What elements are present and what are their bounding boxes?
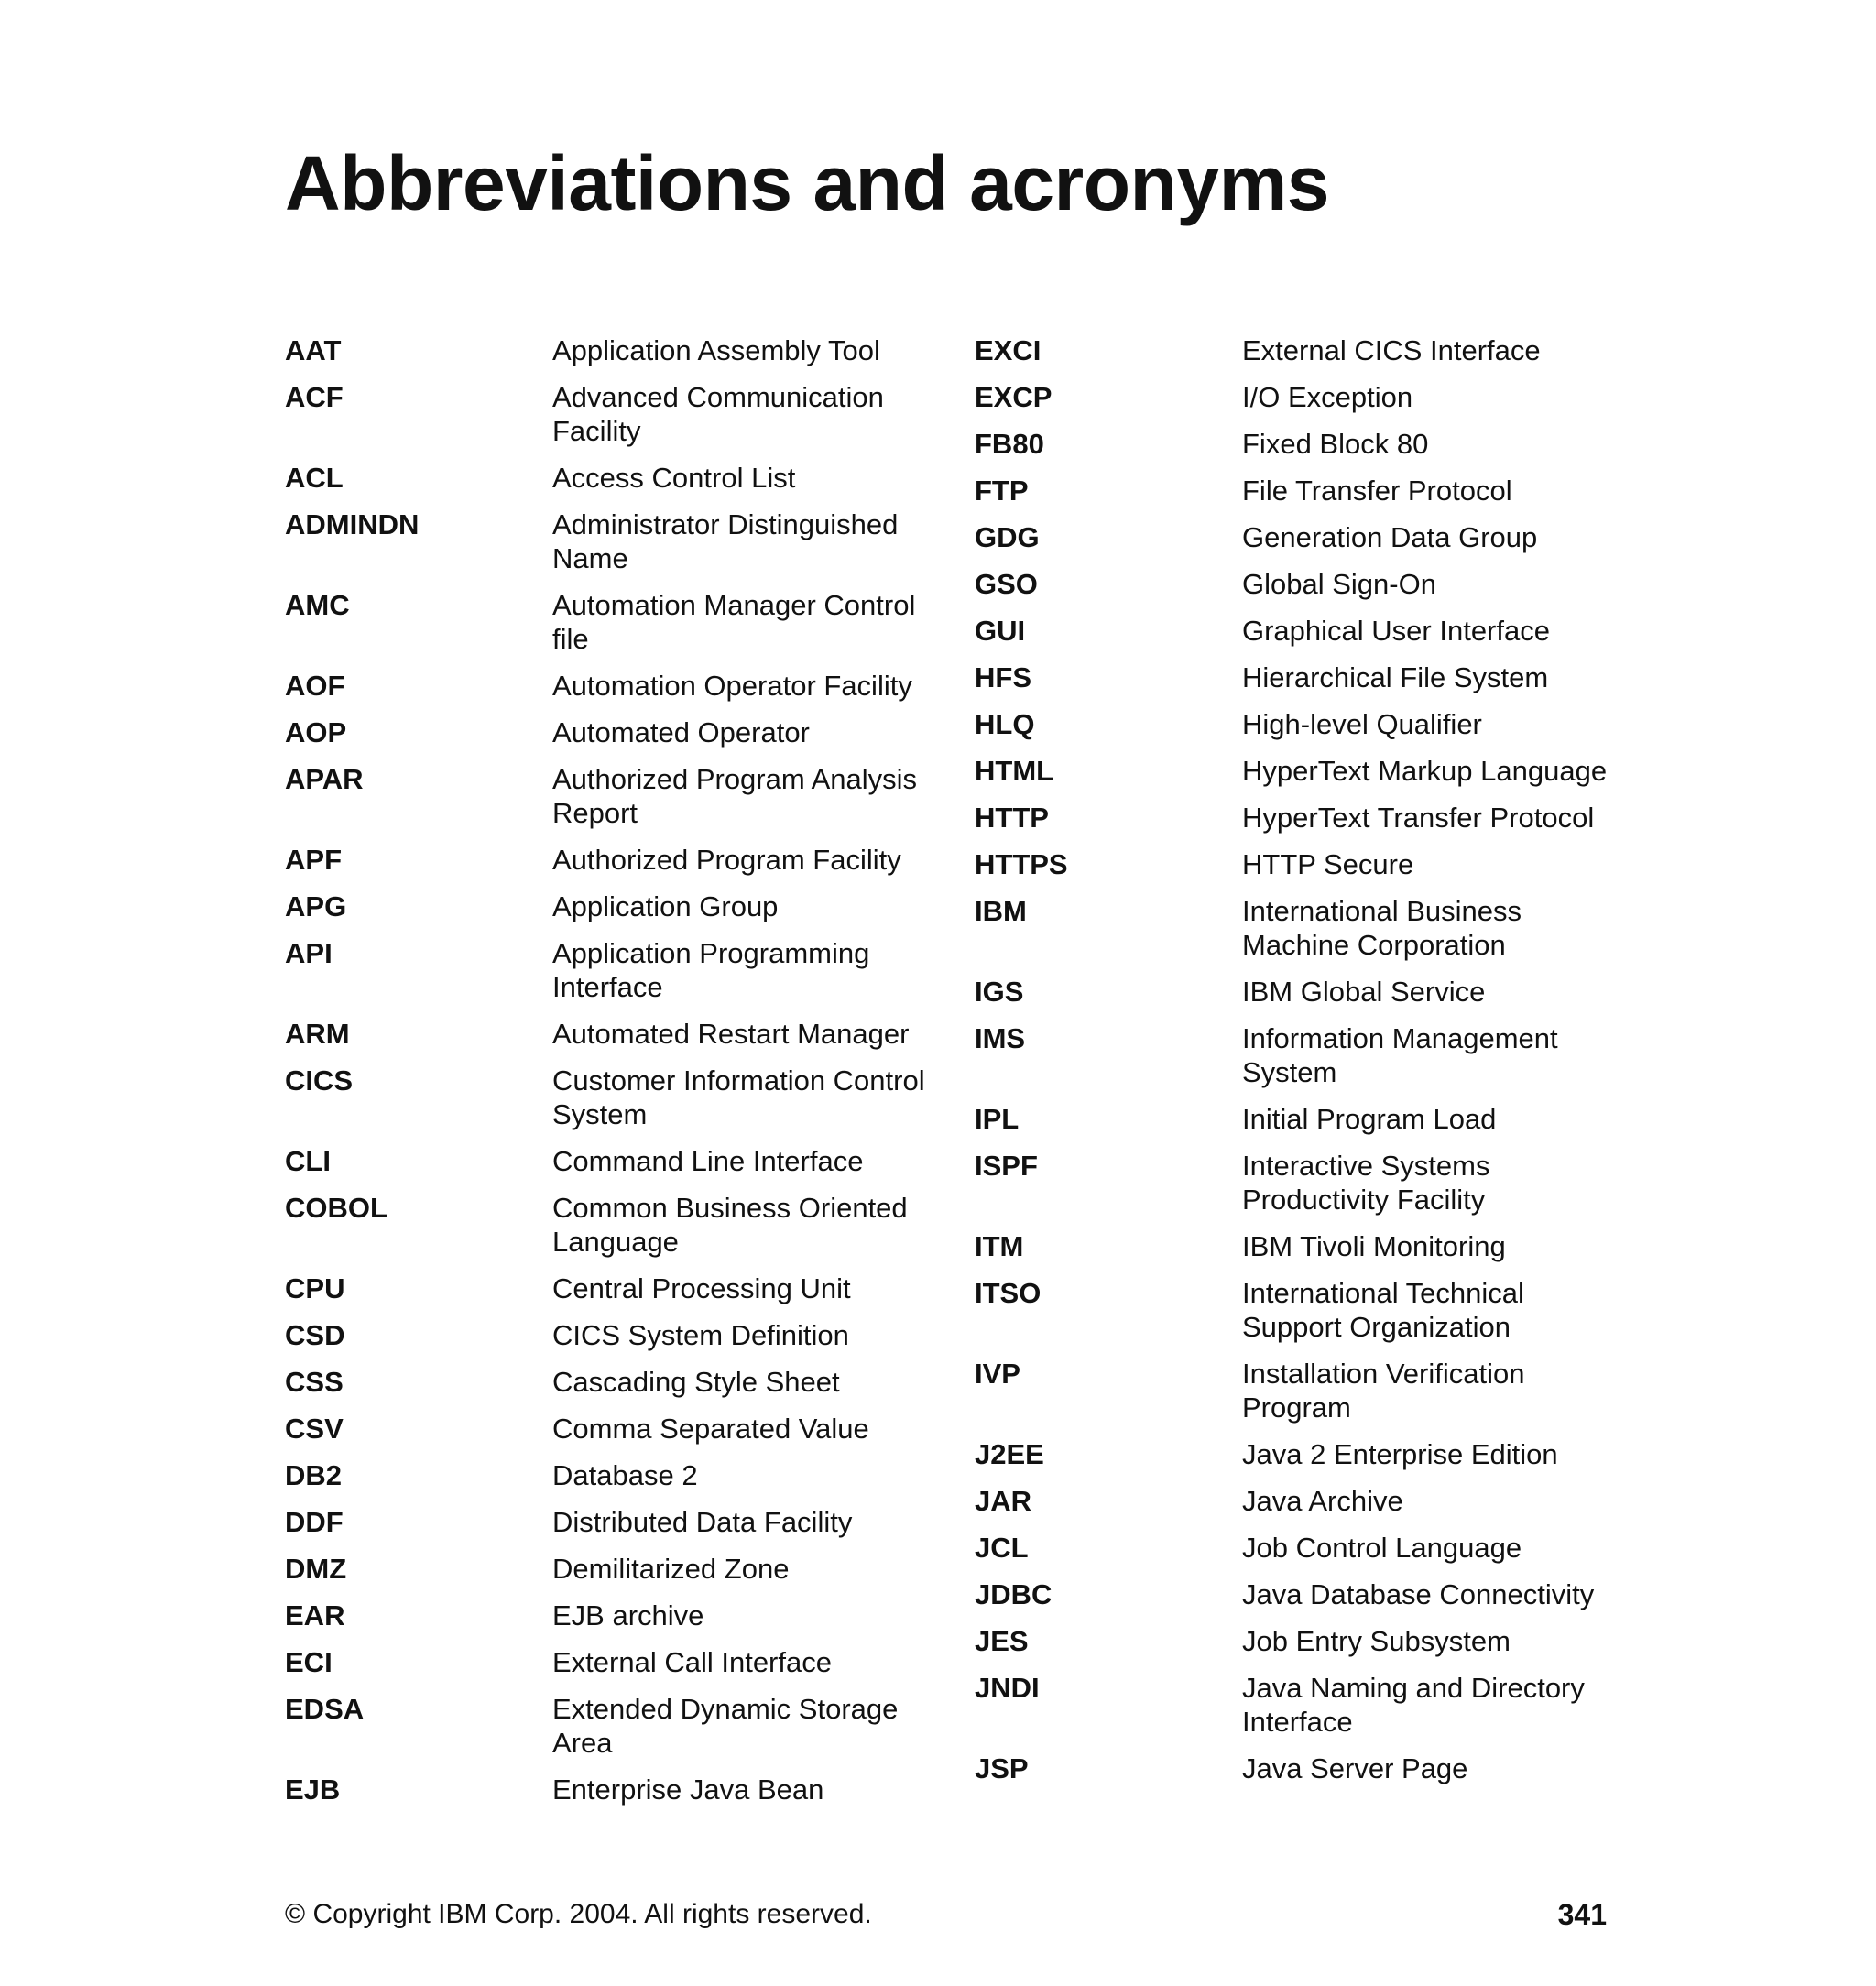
glossary-entry	[285, 588, 926, 656]
acronym: AMC	[285, 589, 350, 621]
acronym-definition: Java Database Connectivity	[1242, 1578, 1595, 1610]
acronym: ACF	[285, 381, 344, 413]
acronym-definition: Cascading Style Sheet	[552, 1366, 840, 1398]
acronym: EJB	[285, 1773, 341, 1806]
page-number: 341	[1557, 1898, 1607, 1931]
glossary-entry	[975, 1577, 1616, 1611]
acronym-definition: Advanced Communication Facility	[552, 381, 884, 447]
glossary-entry	[285, 1505, 926, 1539]
acronym: CSD	[285, 1319, 345, 1351]
glossary-entry	[285, 1692, 926, 1760]
glossary-entry	[975, 567, 1616, 601]
glossary-entry	[285, 1144, 926, 1178]
acronym-definition: Application Group	[552, 890, 779, 922]
glossary-entry	[285, 461, 926, 495]
acronym-definition: Job Entry Subsystem	[1242, 1625, 1511, 1657]
acronym: EAR	[285, 1599, 345, 1631]
glossary-entry	[975, 1484, 1616, 1518]
glossary-entry	[285, 843, 926, 877]
acronym-definition: Java Archive	[1242, 1485, 1403, 1517]
acronym-definition: HTTP Secure	[1242, 848, 1414, 880]
glossary-entry	[975, 660, 1616, 694]
acronym: EXCP	[975, 381, 1053, 413]
glossary-entry	[285, 1773, 926, 1806]
glossary-entry	[285, 669, 926, 703]
acronym-definition: Graphical User Interface	[1242, 615, 1550, 647]
glossary-entry	[975, 474, 1616, 507]
acronym: JES	[975, 1625, 1029, 1657]
acronym-definition: Java Server Page	[1242, 1752, 1468, 1784]
glossary-entry	[285, 1599, 926, 1632]
acronym: APF	[285, 844, 342, 876]
acronym: DMZ	[285, 1553, 347, 1585]
acronym-definition: External Call Interface	[552, 1646, 832, 1678]
acronym: IMS	[975, 1022, 1026, 1054]
acronym: DB2	[285, 1459, 343, 1491]
acronym: EXCI	[975, 334, 1042, 366]
acronym-definition: EJB archive	[552, 1599, 704, 1631]
acronym-definition: Common Business Oriented Language	[552, 1192, 908, 1258]
acronym: AOP	[285, 716, 347, 748]
acronym: J2EE	[975, 1438, 1044, 1470]
acronym-definition: International Technical Support Organization	[1242, 1277, 1524, 1343]
glossary-entry	[975, 1021, 1616, 1089]
acronym-definition: Comma Separated Value	[552, 1413, 869, 1445]
glossary-entry	[285, 333, 926, 367]
acronym: HTML	[975, 755, 1054, 787]
glossary-entry	[285, 1365, 926, 1399]
acronym: ISPF	[975, 1150, 1038, 1182]
acronym: FB80	[975, 428, 1044, 460]
acronym-definition: Central Processing Unit	[552, 1272, 851, 1304]
acronym: COBOL	[285, 1192, 387, 1224]
glossary-entry	[285, 1412, 926, 1446]
acronym-definition: Application Programming Interface	[552, 937, 870, 1003]
acronym: APAR	[285, 763, 364, 795]
glossary-entry	[285, 1318, 926, 1352]
glossary-entry	[975, 894, 1616, 962]
acronym: IPL	[975, 1103, 1020, 1135]
acronym: CLI	[285, 1145, 331, 1177]
acronym-definition: Java Naming and Directory Interface	[1242, 1672, 1585, 1738]
acronym-definition: Automated Restart Manager	[552, 1018, 910, 1050]
glossary-entry	[285, 1191, 926, 1259]
acronym: AOF	[285, 670, 345, 702]
acronym: ADMINDN	[285, 508, 420, 540]
acronym-definition: Fixed Block 80	[1242, 428, 1429, 460]
glossary-entry	[285, 1271, 926, 1305]
acronym-definition: Generation Data Group	[1242, 521, 1538, 553]
glossary-entry	[975, 1437, 1616, 1471]
acronym-definition: Job Control Language	[1242, 1532, 1522, 1564]
acronym-definition: CICS System Definition	[552, 1319, 849, 1351]
acronym-definition: International Business Machine Corporation	[1242, 895, 1522, 961]
acronym: ARM	[285, 1018, 350, 1050]
acronym-definition: Command Line Interface	[552, 1145, 864, 1177]
acronym-definition: Extended Dynamic Storage Area	[552, 1693, 899, 1759]
glossary-entry	[975, 1229, 1616, 1263]
glossary-entry	[975, 1671, 1616, 1739]
acronym: JNDI	[975, 1672, 1040, 1704]
acronym: IBM	[975, 895, 1027, 927]
acronym: ACL	[285, 462, 344, 494]
acronym: EDSA	[285, 1693, 365, 1725]
glossary-entry	[975, 380, 1616, 414]
acronym-definition: Automation Operator Facility	[552, 670, 912, 702]
glossary-entry	[975, 1276, 1616, 1344]
glossary-entry	[285, 889, 926, 923]
glossary-entry	[975, 801, 1616, 835]
glossary-entry	[975, 333, 1616, 367]
acronym-definition: Customer Information Control System	[552, 1064, 925, 1130]
glossary-entry	[285, 1552, 926, 1586]
acronym-definition: IBM Tivoli Monitoring	[1242, 1230, 1506, 1262]
acronym: CSV	[285, 1413, 344, 1445]
glossary-entry	[285, 936, 926, 1004]
acronym: ECI	[285, 1646, 333, 1678]
glossary-entry	[285, 1017, 926, 1051]
copyright-notice: © Copyright IBM Corp. 2004. All rights reserved.	[285, 1899, 872, 1929]
acronym-definition: I/O Exception	[1242, 381, 1413, 413]
acronym-definition: Authorized Program Facility	[552, 844, 901, 876]
glossary-entry	[975, 427, 1616, 461]
acronym-definition: High-level Qualifier	[1242, 708, 1482, 740]
acronym-definition: Access Control List	[552, 462, 796, 494]
acronym-definition: External CICS Interface	[1242, 334, 1541, 366]
glossary-entry	[975, 847, 1616, 881]
glossary-entry	[975, 520, 1616, 554]
acronym-definition: HyperText Transfer Protocol	[1242, 802, 1595, 834]
glossary-entry	[285, 715, 926, 749]
acronym: GUI	[975, 615, 1026, 647]
glossary-entry	[285, 1458, 926, 1492]
acronym: HLQ	[975, 708, 1035, 740]
acronym: API	[285, 937, 333, 969]
acronym-definition: Application Assembly Tool	[552, 334, 880, 366]
acronym: IVP	[975, 1358, 1020, 1390]
acronym: JAR	[975, 1485, 1032, 1517]
acronym: HTTP	[975, 802, 1049, 834]
acronym: CPU	[285, 1272, 345, 1304]
glossary-right-column	[975, 333, 1616, 1798]
acronym-definition: Demilitarized Zone	[552, 1553, 790, 1585]
acronym: JCL	[975, 1532, 1029, 1564]
acronym: ITM	[975, 1230, 1024, 1262]
acronym-definition: Information Management System	[1242, 1022, 1558, 1088]
glossary-entry	[975, 975, 1616, 1009]
acronym: AAT	[285, 334, 342, 366]
acronym-definition: Hierarchical File System	[1242, 661, 1549, 693]
glossary-entry	[285, 380, 926, 448]
acronym: ITSO	[975, 1277, 1042, 1309]
acronym-definition: Interactive Systems Productivity Facility	[1242, 1150, 1490, 1216]
glossary-entry	[975, 707, 1616, 741]
glossary-entry	[975, 754, 1616, 788]
acronym-definition: IBM Global Service	[1242, 976, 1486, 1008]
acronym: CSS	[285, 1366, 344, 1398]
acronym-definition: Automated Operator	[552, 716, 810, 748]
glossary-entry	[975, 1102, 1616, 1136]
acronym-definition: Initial Program Load	[1242, 1103, 1497, 1135]
acronym: CICS	[285, 1064, 354, 1097]
acronym: JDBC	[975, 1578, 1053, 1610]
acronym: IGS	[975, 976, 1024, 1008]
glossary-entry	[975, 1751, 1616, 1785]
glossary-left-column	[285, 333, 926, 1819]
glossary-entry	[975, 1357, 1616, 1424]
acronym-definition: File Transfer Protocol	[1242, 475, 1512, 507]
acronym: HTTPS	[975, 848, 1068, 880]
acronym-definition: Enterprise Java Bean	[552, 1773, 824, 1806]
glossary-entry	[975, 1531, 1616, 1565]
acronym: DDF	[285, 1506, 344, 1538]
acronym-definition: Automation Manager Control file	[552, 589, 916, 655]
acronym: APG	[285, 890, 347, 922]
acronym: GSO	[975, 568, 1038, 600]
acronym: HFS	[975, 661, 1031, 693]
glossary-entry	[975, 1149, 1616, 1217]
page-title: Abbreviations and acronyms	[285, 140, 1329, 226]
acronym-definition: Administrator Distinguished Name	[552, 508, 899, 574]
acronym-definition: Installation Verification Program	[1242, 1358, 1525, 1424]
acronym-definition: Java 2 Enterprise Edition	[1242, 1438, 1558, 1470]
acronym: GDG	[975, 521, 1040, 553]
glossary-entry	[975, 1624, 1616, 1658]
glossary-entry	[285, 1064, 926, 1131]
glossary-entry	[975, 614, 1616, 648]
glossary-entry	[285, 1645, 926, 1679]
acronym: FTP	[975, 475, 1029, 507]
acronym: JSP	[975, 1752, 1029, 1784]
acronym-definition: Global Sign-On	[1242, 568, 1436, 600]
acronym-definition: Authorized Program Analysis Report	[552, 763, 918, 829]
acronym-definition: Database 2	[552, 1459, 698, 1491]
acronym-definition: Distributed Data Facility	[552, 1506, 853, 1538]
acronym-definition: HyperText Markup Language	[1242, 755, 1608, 787]
glossary-entry	[285, 507, 926, 575]
glossary-entry	[285, 762, 926, 830]
